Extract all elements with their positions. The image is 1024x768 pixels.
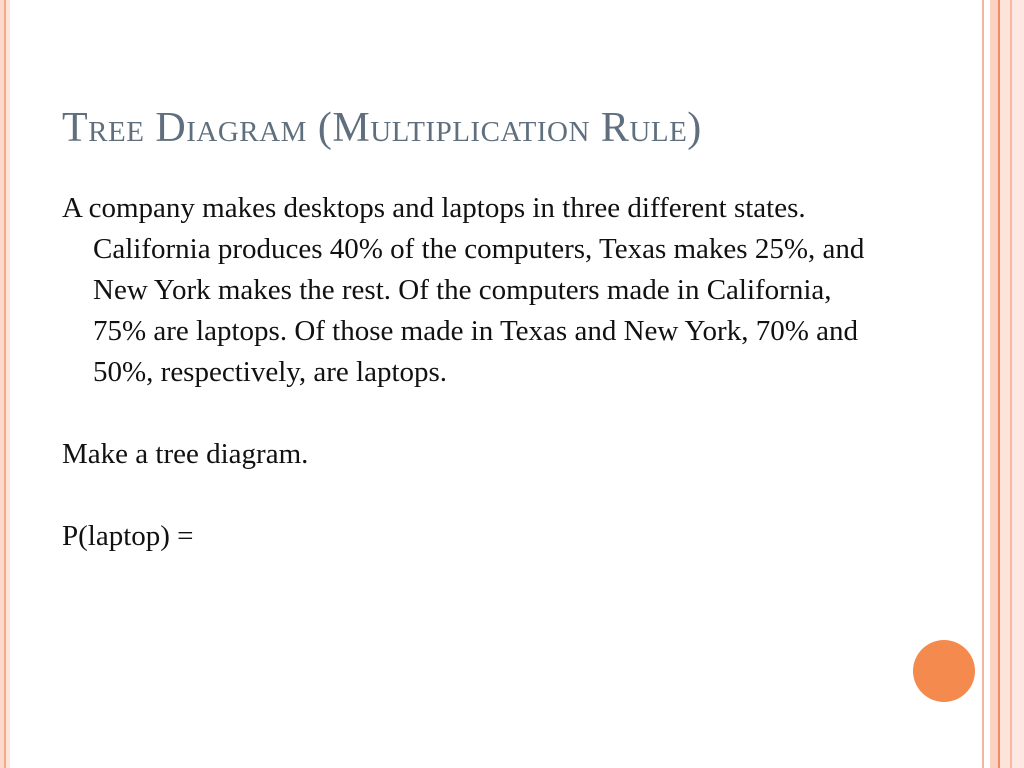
right-border-decoration xyxy=(976,0,1024,768)
instruction-text: Make a tree diagram. xyxy=(62,438,309,470)
slide-body xyxy=(62,188,882,557)
spacer xyxy=(62,393,882,434)
probability-prompt: P(laptop) = xyxy=(62,520,194,552)
problem-statement: A company makes desktops and laptops in three different states. California produces 40% of the computers, Texas makes 25%, and New York makes the rest. Of the computers made in California, 75% are laptops. Of those made in Texas and New York, 70% and 50%, respectively, are laptops. xyxy=(62,192,865,388)
slide-title: Tree Diagram (Multiplication Rule) xyxy=(62,105,702,151)
left-border-decoration xyxy=(0,0,10,768)
orange-circle-decoration xyxy=(913,640,975,702)
spacer xyxy=(62,475,882,516)
